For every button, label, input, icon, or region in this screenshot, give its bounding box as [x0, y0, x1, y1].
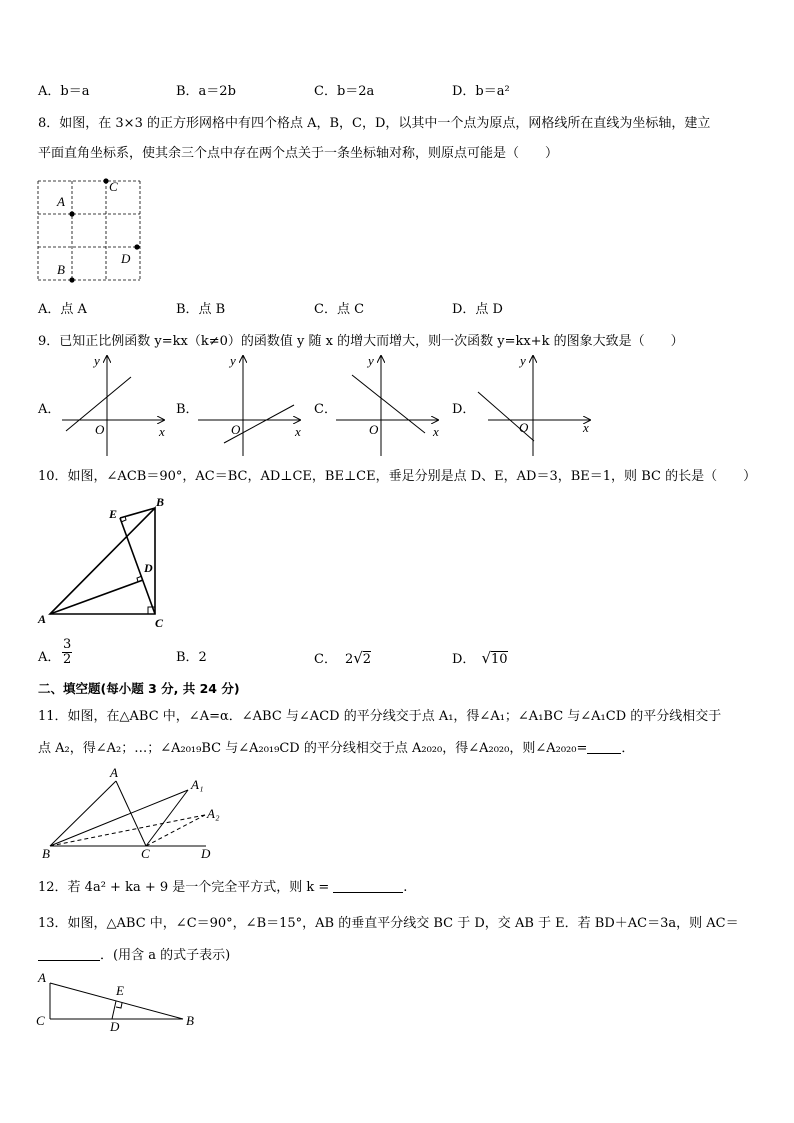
q8-stem-line2: 平面直角坐标系，使其余三个点中存在两个点关于一条坐标轴对称，则原点可能是（ ）	[38, 146, 559, 161]
q10-option-b: B．2	[176, 650, 207, 665]
q7-option-d: D．b＝a²	[452, 84, 510, 99]
q9d-x-label: x	[583, 420, 589, 435]
q8-option-c: C．点 C	[314, 302, 365, 317]
q9b-origin: O	[231, 422, 241, 437]
q7-option-b: B．a＝2b	[176, 84, 236, 99]
q10-option-a-denominator: 2	[63, 651, 72, 667]
q9b-x-label: x	[295, 424, 301, 439]
q9b-y-label: y	[230, 353, 236, 368]
q11-label-a2: A₂	[207, 806, 220, 821]
q10-option-c-coef: 2	[344, 652, 354, 667]
q10-option-d-radicand: 10	[491, 652, 508, 667]
q10-label-c: C	[155, 616, 164, 630]
q8-option-b: B．点 B	[176, 302, 226, 317]
q9-option-b-letter: B．	[176, 402, 199, 417]
q9a-x-label: x	[159, 424, 165, 439]
q11-label-b: B	[42, 846, 50, 861]
q13-stem-line2-text: ．(用含 a 的式子表示)	[100, 948, 231, 963]
q10-stem: 10．如图，∠ACB＝90°，AC＝BC，AD⊥CE，BE⊥CE，垂足分别是点 D、E，AD＝3，BE＝1，则 BC 的长是（ ）	[38, 469, 757, 484]
q13-label-c: C	[36, 1013, 45, 1028]
q11-label-c: C	[141, 846, 150, 861]
q11-label-a1: A₁	[191, 777, 204, 792]
q9-stem: 9．已知正比例函数 y=kx（k≠0）的函数值 y 随 x 的增大而增大，则一次函数 y=kx+k 的图象大致是（ ）	[38, 334, 684, 349]
section-heading-fill-blank: 二、填空题(每小题 3 分, 共 24 分)	[38, 681, 240, 696]
q9d-origin: O	[519, 420, 529, 435]
q7-option-a: A．b＝a	[38, 84, 90, 99]
q8-label-c: C	[109, 179, 118, 194]
q9d-y-label: y	[520, 353, 526, 368]
q11-stem-line2-text: 点 A₂，得∠A₂；…；∠A₂₀₁₉BC 与∠A₂₀₁₉CD 的平分线相交于点 A₂₀₂₀，得∠A₂₀₂₀，则∠A₂₀₂₀=	[38, 741, 588, 756]
q10-label-b: B	[156, 495, 165, 509]
q10-option-c-radicand: 2	[362, 652, 372, 667]
q10-option-c: C． 2√2	[314, 649, 372, 667]
q13-label-b: B	[186, 1013, 194, 1028]
q9-option-a-letter: A．	[38, 402, 61, 417]
q11-label-d: D	[201, 846, 211, 861]
q13-label-d: D	[110, 1019, 120, 1034]
q12-stem-end: .	[403, 880, 408, 895]
q9a-y-label: y	[94, 353, 100, 368]
q9-option-d-letter: D．	[452, 402, 476, 417]
q8-label-d: D	[121, 251, 131, 266]
q10-option-d: D． √10	[452, 649, 508, 667]
q8-option-d: D．点 D	[452, 302, 503, 317]
q13-stem-line1: 13．如图，△ABC 中，∠C＝90°，∠B＝15°，AB 的垂直平分线交 BC 于 D，交 AB 于 E．若 BD＋AC＝3a，则 AC＝	[38, 916, 739, 931]
q13-label-e: E	[116, 983, 124, 998]
q10-option-a-letter: A．	[38, 650, 61, 665]
q9a-origin: O	[95, 422, 105, 437]
q10-label-e: E	[109, 507, 118, 521]
q10-label-d: D	[144, 561, 153, 575]
q9c-y-label: y	[368, 353, 374, 368]
q10-label-a: A	[38, 612, 47, 626]
q9-option-c-letter: C．	[314, 402, 337, 417]
q8-option-a: A．点 A	[38, 302, 87, 317]
q8-label-b: B	[57, 262, 65, 277]
q10-option-a-numerator: 3	[63, 637, 72, 652]
q11-stem-line1: 11．如图，在△ABC 中，∠A=α．∠ABC 与∠ACD 的平分线交于点 A₁，得∠A₁；∠A₁BC 与∠A₁CD 的平分线相交于	[38, 709, 722, 724]
q11-label-a: A	[110, 765, 118, 780]
q9c-origin: O	[369, 422, 379, 437]
q11-stem-line2-end: ．	[621, 741, 635, 756]
q12-stem-text: 12．若 4a² + ka + 9 是一个完全平方式，则 k =	[38, 880, 330, 895]
q8-label-a: A	[57, 194, 65, 209]
q9c-x-label: x	[433, 424, 439, 439]
q10-option-d-letter: D．	[452, 652, 476, 667]
q10-option-c-letter: C．	[314, 652, 337, 667]
q13-label-a: A	[38, 970, 46, 985]
q8-stem-line1: 8．如图，在 3×3 的正方形网格中有四个格点 A，B，C，D，以其中一个点为原点，网格线所在直线为坐标轴，建立	[38, 116, 711, 131]
q7-option-c: C．b＝2a	[314, 84, 375, 99]
